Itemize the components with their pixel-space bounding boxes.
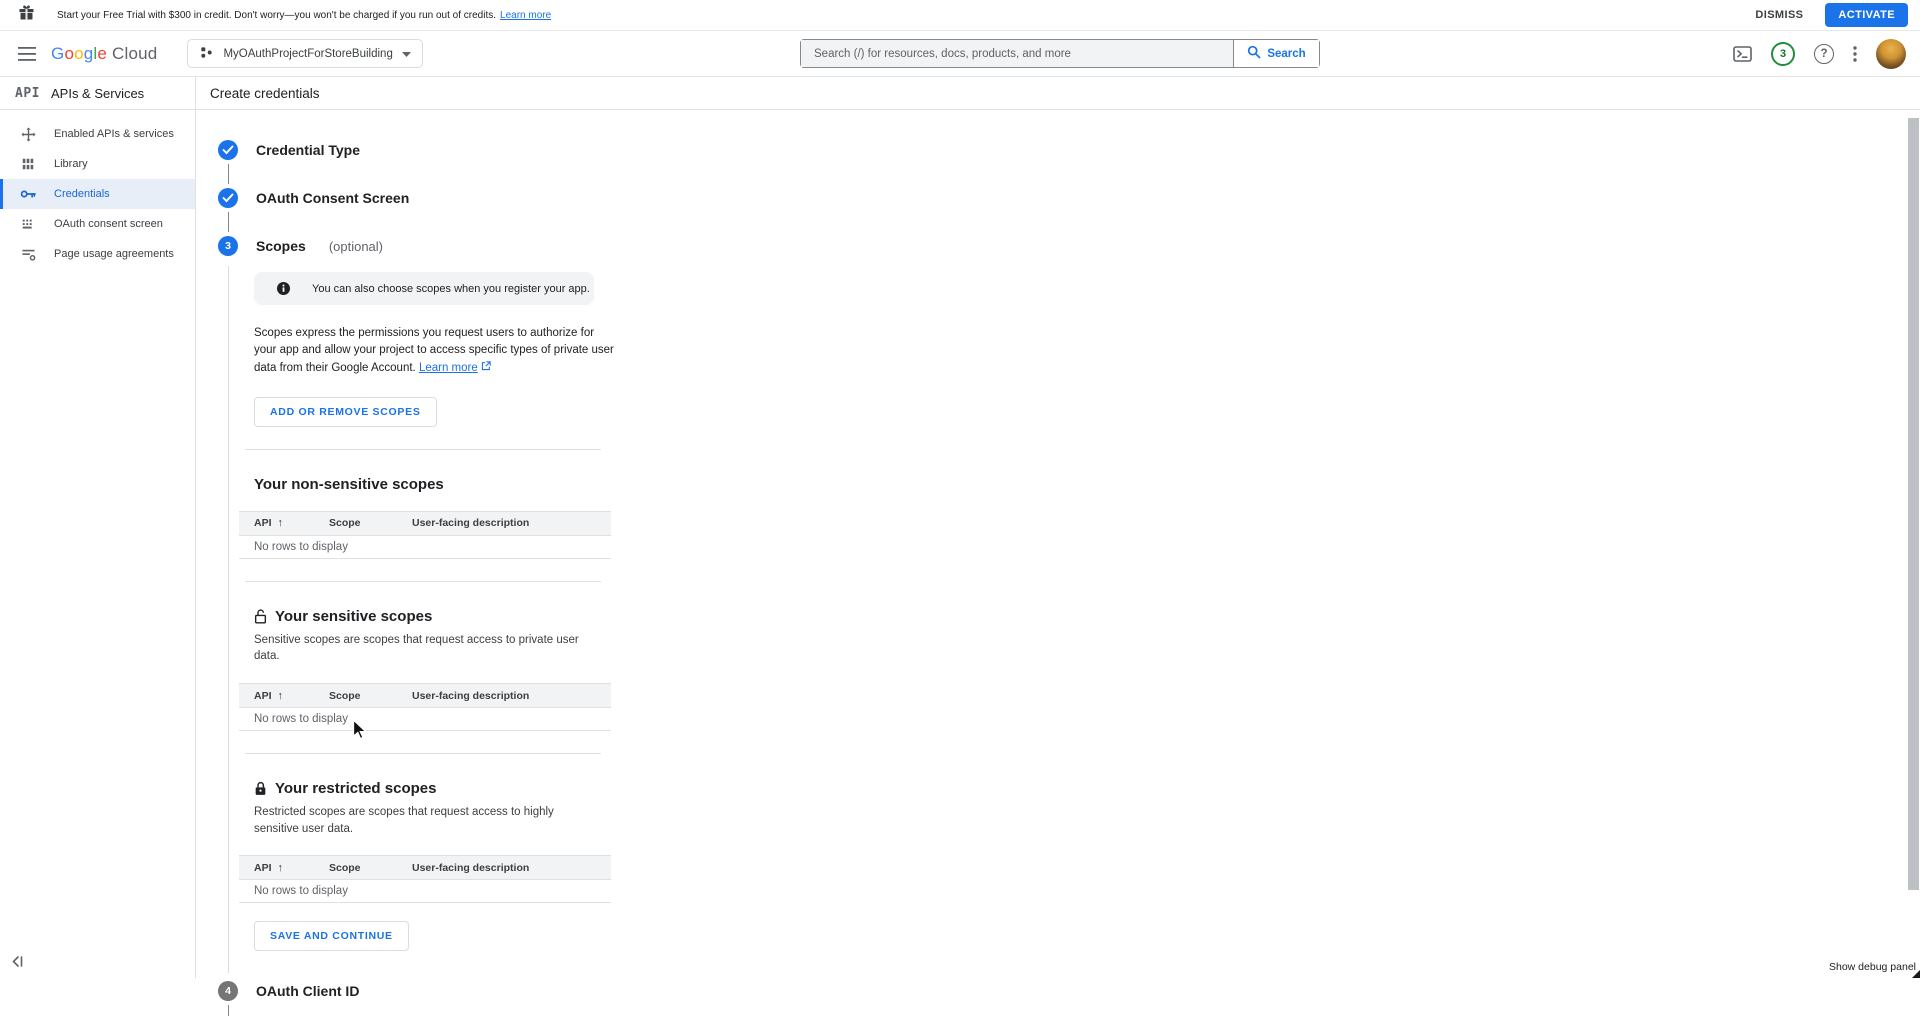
banner-actions [1755, 3, 1908, 27]
user-avatar[interactable] [1876, 39, 1906, 69]
scopes-description: Scopes express the permissions you request users to authorize for your app and allow your project to access specific types of private user data from their Google Account. Learn more [254, 327, 614, 374]
sidebar-title: APIs & Services [50, 85, 145, 101]
oauth-consent-icon [20, 217, 36, 231]
dismiss-button[interactable]: DISMISS [1755, 9, 1804, 21]
section-divider [245, 581, 601, 582]
restricted-scopes-subtitle: Restricted scopes are scopes that request access to highly sensitive user data. [254, 806, 554, 835]
table-header-row [239, 855, 611, 880]
column-header-scope: Scope [329, 517, 361, 530]
api-logo-icon: API [15, 85, 40, 101]
step-connector [228, 1005, 229, 1016]
step-scopes[interactable]: 3 Scopes (optional) [218, 236, 1920, 256]
notifications-badge[interactable]: 3 [1771, 42, 1795, 66]
info-banner-text: You can also choose scopes when you register your app. [312, 282, 590, 295]
column-header-description: User-facing description [412, 861, 530, 874]
step-connector [228, 212, 229, 232]
step-oauth-consent-screen[interactable]: OAuth Consent Screen [218, 188, 1920, 208]
search-button[interactable]: Search [1233, 40, 1319, 67]
column-header-scope: Scope [329, 861, 361, 874]
app-header [0, 31, 1920, 77]
banner-message: Start your Free Trial with $300 in credit. Don't worry—you won't be charged if you run out of credits. [57, 9, 497, 21]
sidebar-header [0, 77, 195, 110]
section-divider [245, 449, 601, 450]
empty-table-row: No rows to display [239, 536, 611, 559]
non-sensitive-scopes-table [239, 511, 611, 559]
sort-ascending-icon: ↑ [277, 689, 284, 702]
add-or-remove-scopes-button[interactable]: ADD OR REMOVE SCOPES [254, 397, 437, 427]
cloud-shell-icon[interactable] [1733, 46, 1752, 62]
sensitive-scopes-heading: Your sensitive scopes [254, 608, 640, 625]
collapse-panel-icon[interactable] [10, 955, 24, 971]
menu-icon[interactable] [18, 47, 36, 61]
banner-learn-more-link[interactable]: Learn more [500, 9, 552, 21]
show-debug-panel-link[interactable]: Show debug panel [1829, 961, 1916, 973]
sidebar-item-library[interactable]: Library [0, 149, 195, 179]
step-done-icon [218, 188, 238, 208]
sidebar-item-page-usage-agreements[interactable]: Page usage agreements [0, 239, 195, 269]
search-input[interactable] [801, 40, 1233, 67]
sensitive-scopes-subtitle: Sensitive scopes are scopes that request access to private user data. [254, 633, 579, 663]
step-credential-type[interactable]: Credential Type [218, 140, 1920, 160]
scopes-step-body [228, 266, 640, 973]
step-number-badge: 3 [218, 236, 238, 256]
sensitive-scopes-table [239, 683, 611, 731]
global-search [800, 39, 1320, 68]
step-connector [228, 164, 229, 184]
activate-button[interactable]: ACTIVATE [1825, 3, 1908, 27]
restricted-scopes-table [239, 855, 611, 903]
step-oauth-client-id: 4 OAuth Client ID [218, 981, 1920, 1001]
header-icon-group [1733, 39, 1906, 69]
scopes-learn-more-link[interactable]: Learn more [418, 361, 478, 374]
vertical-scrollbar[interactable] [1908, 118, 1919, 890]
empty-table-row: No rows to display [239, 708, 611, 731]
project-name: MyOAuthProjectForStoreBuilding [223, 47, 393, 60]
debug-corner-arrow-icon [1912, 970, 1920, 978]
empty-table-row: No rows to display [239, 880, 611, 903]
column-header-api[interactable]: API ↑ [254, 861, 284, 874]
column-header-api[interactable]: API ↑ [254, 517, 284, 530]
column-header-scope: Scope [329, 689, 361, 702]
non-sensitive-scopes-heading: Your non-sensitive scopes [254, 475, 444, 493]
project-icon [199, 45, 214, 63]
sidebar-item-credentials[interactable]: Credentials [0, 179, 195, 209]
restricted-scopes-heading: Your restricted scopes [254, 780, 640, 797]
column-header-description: User-facing description [412, 517, 530, 530]
lock-closed-icon [254, 781, 267, 796]
step-optional-label: (optional) [328, 238, 384, 254]
free-trial-banner [0, 0, 1920, 31]
external-link-icon [481, 362, 491, 374]
step-number-badge: 4 [218, 981, 238, 1001]
key-icon [20, 188, 36, 200]
sidebar-item-enabled-apis[interactable]: Enabled APIs & services [0, 119, 195, 149]
page-title: Create credentials [196, 77, 1920, 110]
sort-ascending-icon: ↑ [277, 517, 284, 530]
column-header-description: User-facing description [412, 689, 530, 702]
help-icon[interactable]: ? [1814, 44, 1834, 64]
chevron-down-icon [402, 48, 411, 60]
column-header-api[interactable]: API ↑ [254, 689, 284, 702]
enabled-apis-icon [20, 127, 36, 142]
table-header-row [239, 511, 611, 536]
step-done-icon [218, 140, 238, 160]
search-icon [1247, 45, 1261, 62]
save-and-continue-button[interactable]: SAVE AND CONTINUE [254, 921, 409, 951]
more-options-icon[interactable] [1853, 46, 1857, 62]
lock-open-icon [254, 609, 267, 624]
info-icon [277, 282, 290, 295]
table-header-row [239, 683, 611, 708]
google-cloud-logo: Google Cloud [51, 43, 158, 63]
main-panel [196, 77, 1920, 1000]
sort-ascending-icon: ↑ [277, 861, 284, 874]
sidebar-item-oauth-consent-screen[interactable]: OAuth consent screen [0, 209, 195, 239]
info-banner [254, 272, 594, 305]
section-divider [245, 753, 601, 754]
project-selector[interactable] [187, 39, 422, 68]
library-icon [20, 157, 36, 171]
sidebar [0, 77, 196, 978]
gift-icon [18, 4, 35, 26]
agreements-icon [20, 247, 36, 261]
